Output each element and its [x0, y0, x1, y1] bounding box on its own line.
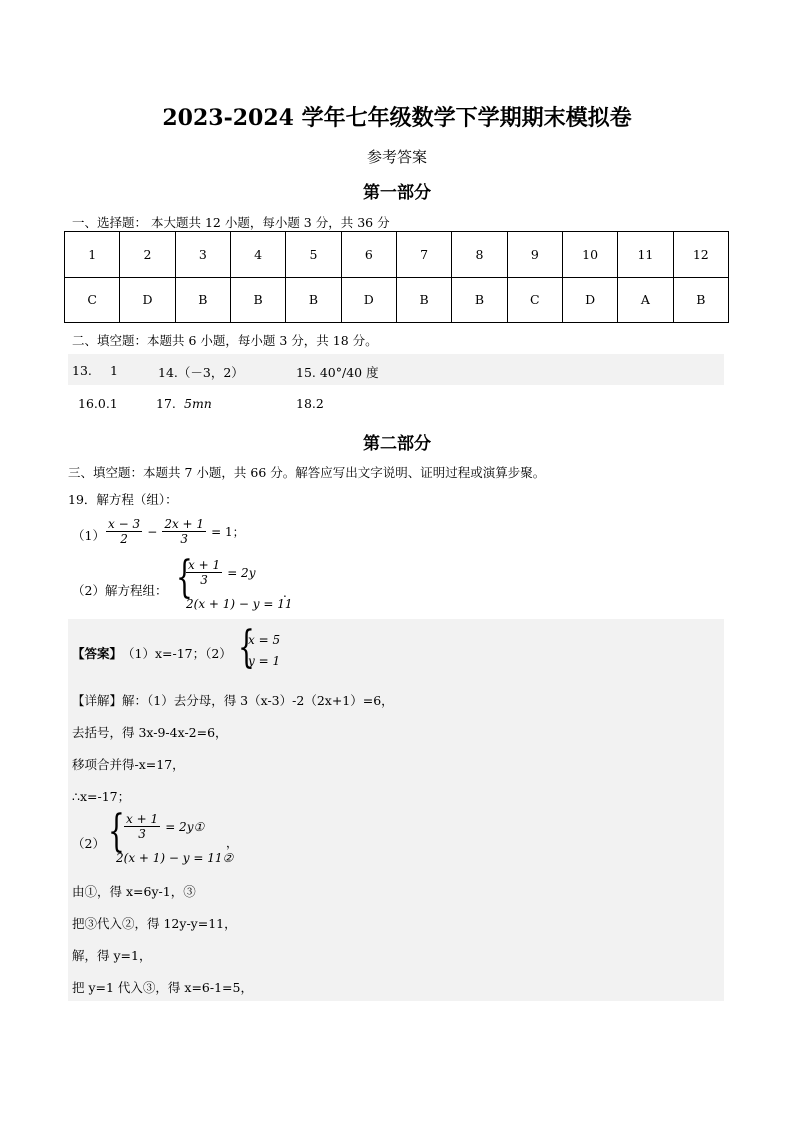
table-cell: 5 [286, 232, 341, 278]
q15-answer: 15. 40°/40 度 [296, 365, 379, 380]
brace-symbol: { [176, 552, 193, 603]
question-number-row [65, 232, 729, 278]
answer-row [65, 277, 729, 323]
fraction-denominator: 2 [120, 532, 128, 546]
table-cell: A [618, 277, 673, 323]
table-cell: 2 [120, 232, 175, 278]
q19-part2-label: （2）解方程组： [72, 583, 168, 598]
q13-number: 13. [72, 363, 92, 378]
detail-line: 解，得 y=1， [72, 948, 152, 963]
table-cell: 7 [396, 232, 451, 278]
table-cell: B [396, 277, 451, 323]
fraction [186, 558, 222, 587]
table-cell: C [65, 277, 120, 323]
detail-line: 把 y=1 代入③，得 x=6-1=5， [72, 980, 253, 995]
detail-line: 把③代入②，得 12y-y=11， [72, 916, 237, 931]
minus-sign: − [147, 525, 158, 539]
table-cell: 8 [452, 232, 507, 278]
q19-part1-label: （1） [72, 528, 105, 543]
q17-answer: 5mn [184, 396, 212, 411]
part-two-heading: 第二部分 [363, 434, 431, 454]
detail-system-comma: ， [226, 836, 239, 850]
fraction-numerator: x + 1 [188, 558, 221, 572]
detail-line: 去括号，得 3x-9-4x-2=6， [72, 725, 228, 740]
detail-part2-label: （2） [72, 836, 105, 851]
table-cell: 1 [65, 232, 120, 278]
fraction [106, 517, 142, 546]
table-cell: C [507, 277, 562, 323]
table-cell: D [341, 277, 396, 323]
brace-symbol: { [238, 622, 255, 673]
answer-system-y: y = 1 [248, 654, 281, 668]
table-cell: B [452, 277, 507, 323]
q19-part1-equation [106, 517, 245, 546]
fraction-denominator: 3 [200, 573, 208, 587]
table-cell: 12 [673, 232, 728, 278]
answer-table [64, 231, 729, 323]
q18-answer: 18.2 [296, 396, 324, 411]
section-two-heading: 二、填空题：本题共 6 小题，每小题 3 分，共 18 分。 [72, 333, 378, 348]
part-one-heading: 第一部分 [363, 183, 431, 203]
q19-system-eq1 [186, 558, 255, 587]
q19-system-period: . [283, 586, 287, 600]
q14-answer: 14.（－3，2） [158, 365, 244, 380]
page-subtitle: 参考答案 [366, 148, 427, 166]
detail-line: ∴x=-17； [72, 789, 131, 804]
equation-rhs: = 2y① [165, 820, 205, 834]
detail-line: 由①，得 x=6y-1，③ [72, 884, 196, 899]
q16-answer: 16.0.1 [78, 396, 118, 411]
answer-system-x: x = 5 [248, 633, 281, 647]
table-cell: 9 [507, 232, 562, 278]
detail-line: 移项合并得-x=17， [72, 757, 185, 772]
page-title: 2023-2024 学年七年级数学下学期期末模拟卷 [162, 105, 632, 131]
table-cell: D [562, 277, 617, 323]
fraction-denominator: 3 [180, 532, 189, 546]
q13-answer: 1 [110, 363, 118, 378]
table-cell: 6 [341, 232, 396, 278]
table-cell: D [120, 277, 175, 323]
answer-label: 【答案】 [72, 646, 123, 661]
detail-system-eq2: 2(x + 1) − y = 11② [116, 851, 234, 865]
fraction [162, 517, 206, 546]
table-cell: 10 [562, 232, 617, 278]
q19-heading: 19．解方程（组）： [68, 492, 178, 507]
detail-line: 【详解】解：（1）去分母，得 3（x-3）-2（2x+1）=6， [72, 693, 394, 708]
table-cell: B [673, 277, 728, 323]
solution-band [68, 619, 724, 1001]
q19-system-eq2: 2(x + 1) − y = 11 [186, 597, 293, 611]
section-one-heading: 一、选择题： 本大题共 12 小题，每小题 3 分，共 36 分 [72, 215, 390, 230]
table-cell: B [230, 277, 285, 323]
table-cell: 4 [230, 232, 285, 278]
section-three-heading: 三、填空题：本题共 7 小题，共 66 分。解答应写出文字说明、证明过程或演算步聚。 [68, 465, 546, 480]
brace-symbol: { [108, 806, 125, 857]
fraction-numerator: x − 3 [108, 517, 141, 531]
table-cell: 3 [175, 232, 230, 278]
equation-rhs: = 1； [211, 525, 245, 539]
q17-number: 17. [156, 396, 176, 411]
equation-rhs: = 2y [227, 566, 256, 580]
detail-system-eq1 [124, 812, 204, 841]
answer-text: （1）x=-17；（2） [122, 646, 232, 661]
fraction [124, 812, 160, 841]
table-cell: B [286, 277, 341, 323]
table-cell: B [175, 277, 230, 323]
table-cell: 11 [618, 232, 673, 278]
fraction-numerator: 2x + 1 [164, 517, 205, 531]
fraction-denominator: 3 [138, 827, 146, 841]
fraction-numerator: x + 1 [126, 812, 159, 826]
